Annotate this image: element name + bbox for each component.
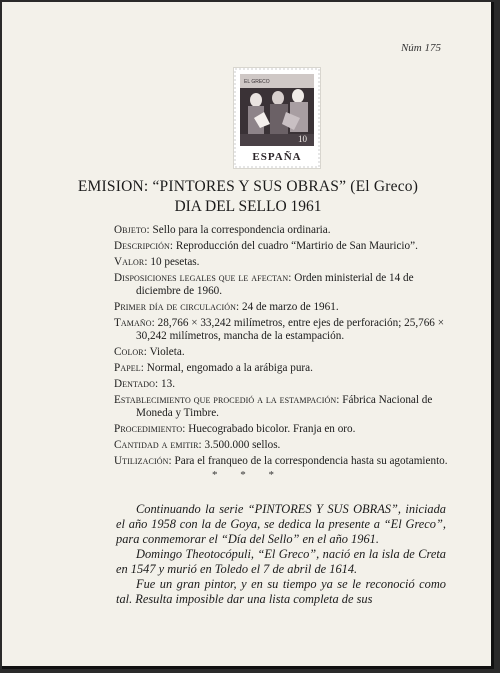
field-label: Tamaño:	[114, 317, 155, 329]
field-label: Utilización:	[114, 455, 172, 467]
title-line-2: DIA DEL SELLO 1961	[174, 198, 322, 215]
field-label: Disposiciones legales que le afectan:	[114, 272, 292, 284]
field-label: Color:	[114, 346, 147, 358]
field-value: Fábrica Nacional de Moneda y Timbre.	[136, 394, 433, 419]
stamp-value: 10	[298, 134, 307, 144]
paragraph: Continuando la serie “PINTORES Y SUS OBRAS”, iniciada el año 1958 con la de Goya, se dedica la presente a “El Greco”, para conmemorar el “Día del Sello” en el año 1961.	[116, 502, 446, 546]
stamp-top-text: EL GRECO	[244, 79, 270, 85]
field-label: Valor:	[114, 256, 148, 268]
field-label: Cantidad a emitir:	[114, 439, 202, 451]
field-cantidad	[114, 439, 452, 452]
field-value: Orden ministerial de 14 de diciembre de 1960.	[136, 272, 414, 297]
field-objeto	[114, 224, 452, 237]
field-label: Descripción:	[114, 240, 174, 252]
section-separator: * * *	[212, 469, 284, 481]
stamp-country: ESPAÑA	[252, 151, 302, 163]
field-establecimiento	[114, 394, 452, 420]
field-dentado	[114, 378, 452, 391]
field-tamano	[114, 317, 452, 343]
field-value: Huecograbado bicolor. Franja en oro.	[188, 423, 356, 435]
field-procedimiento	[114, 423, 452, 436]
stamp-image	[234, 68, 320, 168]
stamp-illustration	[234, 68, 320, 168]
field-value: Sello para la correspondencia ordinaria.	[152, 224, 331, 236]
field-value: 13.	[161, 378, 176, 390]
field-label: Primer día de circulación:	[114, 301, 240, 313]
field-color	[114, 346, 452, 359]
page-number: Núm 175	[400, 42, 441, 54]
field-value: Normal, engomado a la arábiga pura.	[146, 362, 313, 374]
field-label: Objeto:	[114, 224, 150, 236]
emission-title	[42, 177, 454, 216]
field-papel	[114, 362, 452, 375]
field-value: Violeta.	[149, 346, 185, 358]
field-value: 10 pesetas.	[150, 256, 200, 268]
field-label: Procedimiento:	[114, 423, 186, 435]
field-label: Establecimiento que procedió a la estampación:	[114, 394, 340, 406]
field-value: 28,766 × 33,242 milímetros, entre ejes de perforación; 25,766 × 30,242 milímetros, mancha de la estampación.	[136, 317, 445, 342]
field-label: Dentado:	[114, 378, 159, 390]
paragraph: Domingo Theotocópuli, “El Greco”, nació en la isla de Creta en 1547 y murió en Toledo el 7 de abril de 1614.	[116, 547, 446, 576]
document-page	[2, 2, 494, 669]
field-disposiciones	[114, 272, 452, 298]
paragraph: Fue un gran pintor, y en su tiempo ya se le reconoció como tal. Resulta imposible dar una lista completa de sus	[116, 577, 446, 606]
field-value: 24 de marzo de 1961.	[242, 301, 339, 313]
field-label: Papel:	[114, 362, 144, 374]
title-line-1: EMISION: “PINTORES Y SUS OBRAS” (El Greco)	[77, 178, 419, 195]
field-descripcion	[114, 240, 452, 253]
body-text	[116, 502, 446, 607]
field-utilizacion	[114, 455, 452, 468]
field-valor	[114, 256, 452, 269]
field-value: Reproducción del cuadro “Martirio de San Mauricio”.	[175, 240, 418, 252]
stamp-details	[114, 224, 452, 471]
field-value: Para el franqueo de la correspondencia hasta su agotamiento.	[174, 455, 448, 467]
field-primer-dia	[114, 301, 452, 314]
field-value: 3.500.000 sellos.	[204, 439, 281, 451]
